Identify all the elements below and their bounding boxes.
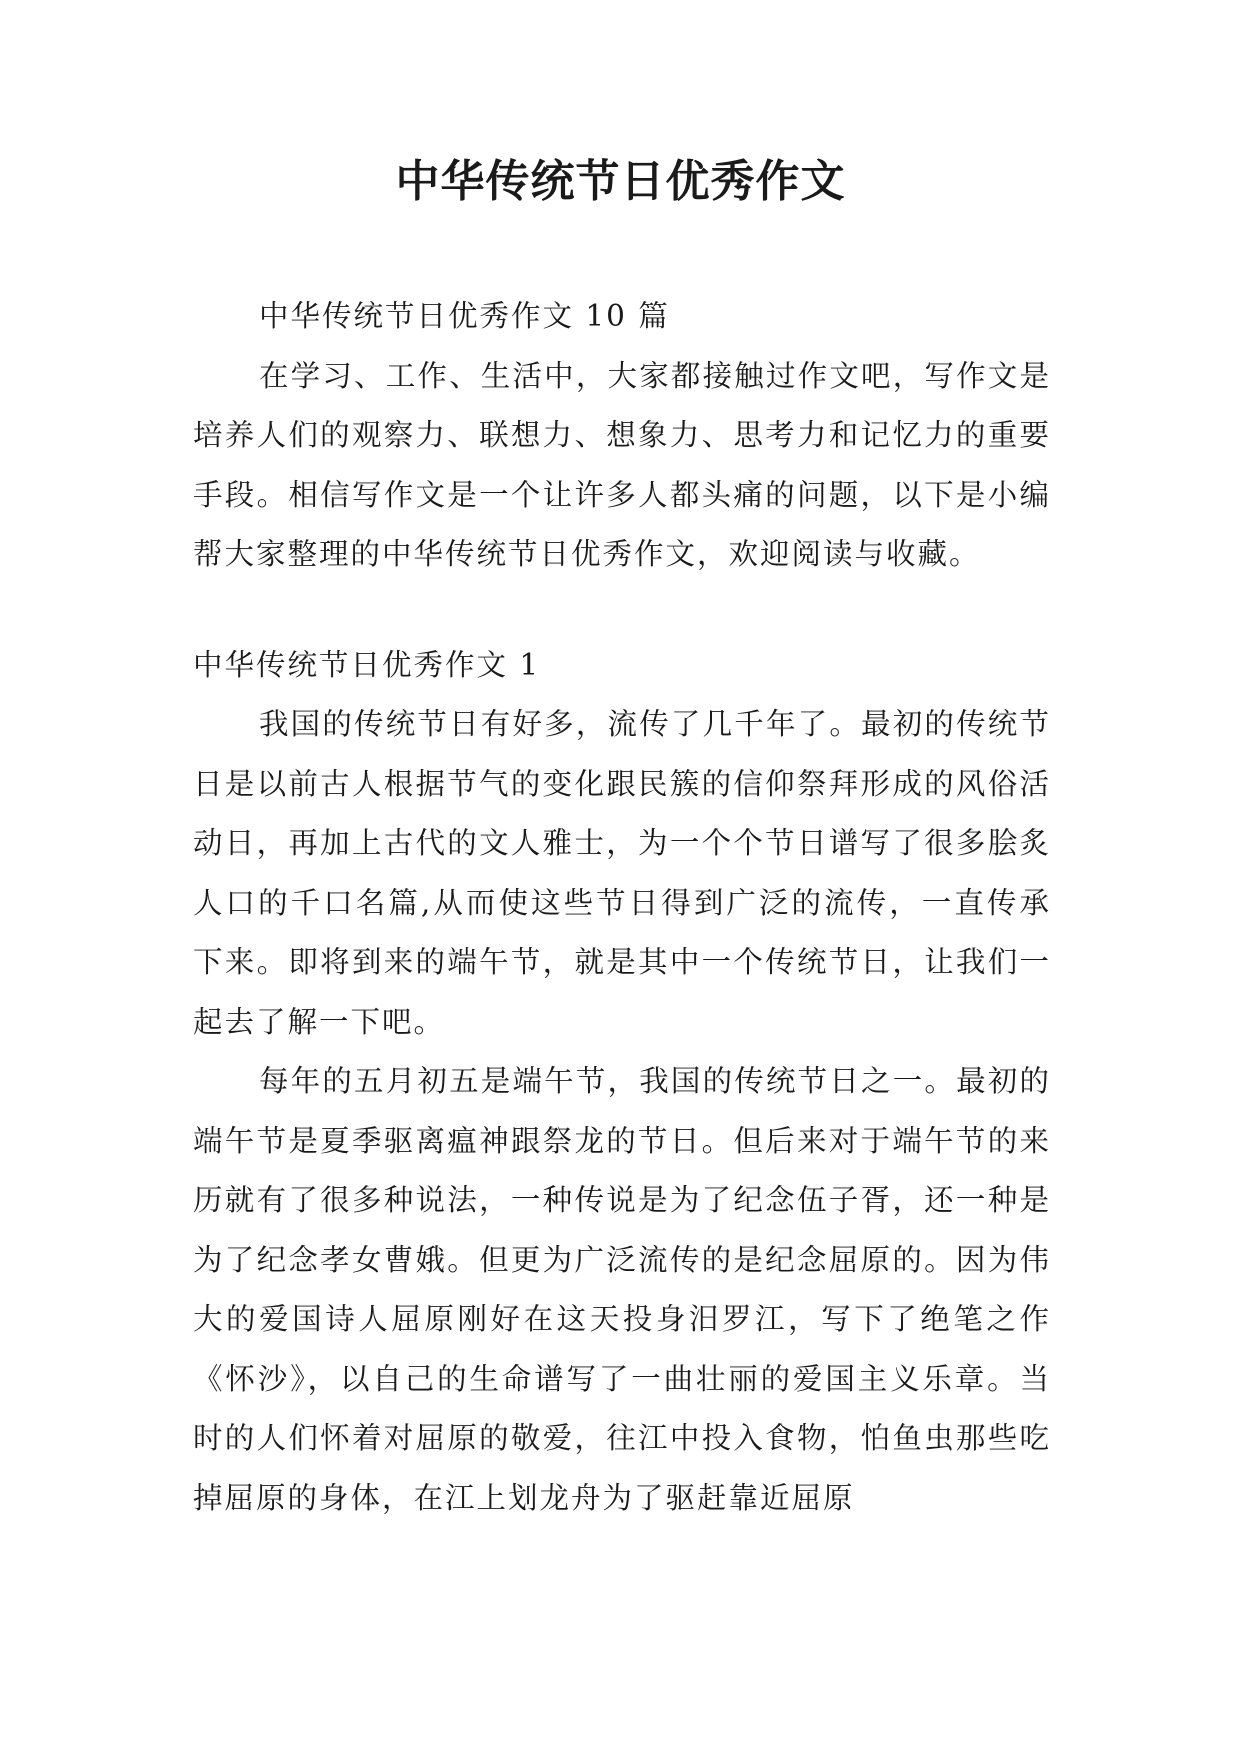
document-body: [193, 287, 1051, 1528]
section-heading: 中华传统节日优秀作文 1: [193, 647, 541, 682]
document-title: 中华传统节日优秀作文: [395, 156, 846, 207]
document-subtitle: 中华传统节日优秀作文 10 篇: [259, 299, 670, 333]
body-paragraph: 我国的传统节日有好多，流传了几千年了。最初的传统节日是以前古人根据节气的变化跟民簇的信仰祭拜形成的风俗活动日，再加上古代的文人雅士，为一个个节日谱写了很多脍炙人口的千口名篇,从而使这些节日得到广泛的流传，一直传承下来。即将到来的端午节，就是其中一个传统节日，让我们一起去了解一下吧。: [193, 707, 1051, 1039]
body-paragraph: 每年的五月初五是端午节，我国的传统节日之一。最初的端午节是夏季驱离瘟神跟祭龙的节日。但后来对于端午节的来历就有了很多种说法，一种传说是为了纪念伍子胥，还一种是为了纪念孝女曹娥。但更为广泛流传的是纪念屈原的。因为伟大的爱国诗人屈原刚好在这天投身汨罗江，写下了绝笔之作《怀沙》，以自己的生命谱写了一曲壮丽的爱国主义乐章。当时的人们怀着对屈原的敬爱，往江中投入食物，怕鱼虫那些吃掉屈原的身体，在江上划龙舟为了驱赶靠近屈原: [193, 1064, 1051, 1515]
intro-paragraph: 在学习、工作、生活中，大家都接触过作文吧，写作文是培养人们的观察力、联想力、想象力、思考力和记忆力的重要手段。相信写作文是一个让许多人都头痛的问题，以下是小编帮大家整理的中华传统节日优秀作文，欢迎阅读与收藏。: [193, 358, 1051, 571]
